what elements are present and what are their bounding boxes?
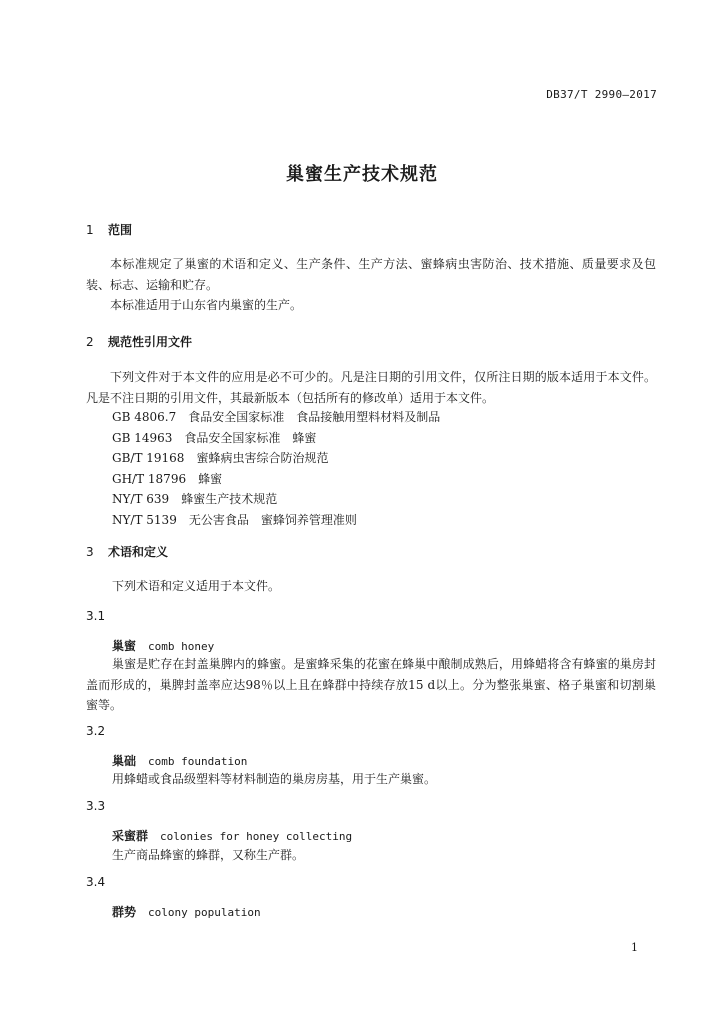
section-1-paragraph-1: 本标准规定了巢蜜的术语和定义、生产条件、生产方法、蜜蜂病虫害防治、技术措施、质量要求及包装、标志、运输和贮存。	[86, 257, 656, 292]
reference-item: NY/T 639 蜂蜜生产技术规范	[112, 492, 278, 506]
term-number: 3.4	[86, 875, 106, 889]
page-number: 1	[631, 941, 638, 954]
term-chinese: 采蜜群	[112, 829, 149, 843]
reference-item: GH/T 18796 蜂蜜	[112, 472, 223, 486]
section-2-title: 规范性引用文件	[108, 335, 193, 349]
term-definition: 生产商品蜂蜜的蜂群，又称生产群。	[112, 848, 305, 862]
standard-code: DB37/T 2990—2017	[546, 88, 657, 101]
document-title: 巢蜜生产技术规范	[286, 164, 438, 185]
section-3-intro: 下列术语和定义适用于本文件。	[112, 579, 281, 593]
reference-item: NY/T 5139 无公害食品 蜜蜂饲养管理准则	[112, 513, 357, 527]
term-number: 3.2	[86, 724, 106, 738]
term-heading	[112, 903, 261, 920]
term-english: colony population	[148, 906, 261, 919]
term-chinese: 巢蜜	[112, 639, 137, 653]
term-english: comb honey	[148, 640, 215, 653]
section-1-paragraph-2: 本标准适用于山东省内巢蜜的生产。	[110, 298, 303, 312]
section-1-title: 范围	[108, 223, 133, 237]
term-english: comb foundation	[148, 755, 248, 768]
section-3-number: 3	[86, 545, 94, 559]
term-definition: 用蜂蜡或食品级塑料等材料制造的巢房房基，用于生产巢蜜。	[112, 772, 437, 786]
section-2-number: 2	[86, 335, 94, 349]
term-number: 3.3	[86, 799, 106, 813]
section-3-heading	[86, 543, 168, 560]
term-chinese: 群势	[112, 905, 137, 919]
term-english: colonies for honey collecting	[160, 830, 353, 843]
section-2-paragraph-1: 下列文件对于本文件的应用是必不可少的。凡是注日期的引用文件，仅所注日期的版本适用于本文件。凡是不注日期的引用文件，其最新版本（包括所有的修改单）适用于本文件。	[86, 370, 656, 405]
section-1-number: 1	[86, 223, 94, 237]
term-heading	[112, 752, 247, 769]
reference-item: GB 14963 食品安全国家标准 蜂蜜	[112, 431, 317, 445]
reference-item: GB 4806.7 食品安全国家标准 食品接触用塑料材料及制品	[112, 410, 441, 424]
term-chinese: 巢础	[112, 754, 137, 768]
term-definition: 巢蜜是贮存在封盖巢脾内的蜂蜜。是蜜蜂采集的花蜜在蜂巢中酿制成熟后，用蜂蜡将含有蜂蜜的巢房封盖而形成的，巢脾封盖率应达98％以上且在蜂群中持续存放15 d以上。分为整张巢蜜、格子巢蜜和切割巢蜜等。	[86, 657, 656, 712]
section-3-title: 术语和定义	[108, 545, 169, 559]
section-1-heading	[86, 221, 132, 238]
term-heading	[112, 827, 352, 844]
reference-item: GB/T 19168 蜜蜂病虫害综合防治规范	[112, 451, 329, 465]
term-heading	[112, 637, 214, 654]
term-number: 3.1	[86, 609, 106, 623]
section-2-heading	[86, 333, 192, 350]
